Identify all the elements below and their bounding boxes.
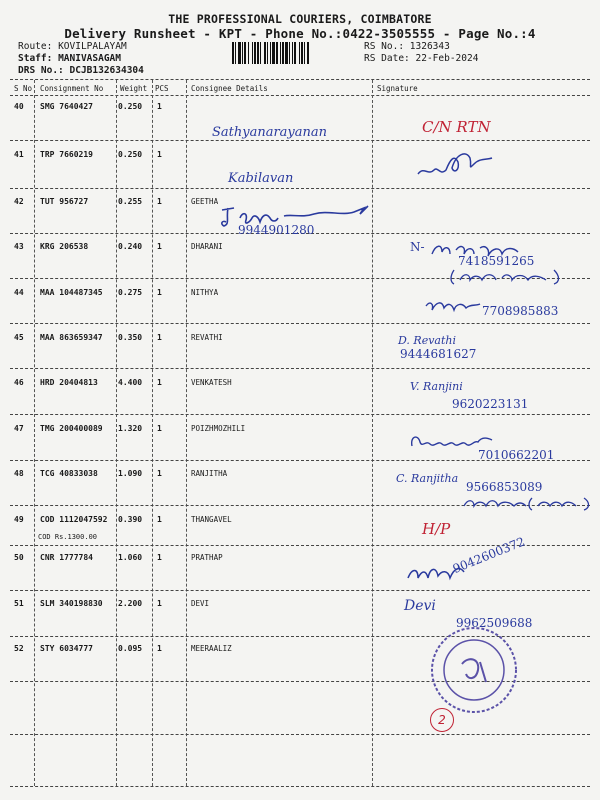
consignment-no: SMG 7640427	[40, 102, 93, 111]
barcode-image	[232, 42, 354, 64]
pcs: 1	[157, 553, 162, 562]
col-sno: S No	[14, 84, 33, 93]
route-value: KOVILPALAYAM	[58, 41, 127, 52]
consignee: GEETHA	[191, 197, 219, 206]
pcs: 1	[157, 102, 162, 111]
consignee: REVATHI	[191, 333, 223, 342]
header-top-rule	[10, 79, 590, 80]
consignment-no: STY 6034777	[40, 644, 93, 653]
weight: 1.090	[118, 469, 143, 478]
rs-date-label: RS Date:	[364, 53, 410, 64]
row-divider	[10, 188, 590, 189]
handwritten-signature: N-	[410, 240, 425, 254]
rs-no-label: RS No.:	[364, 41, 405, 52]
sno: 51	[14, 599, 24, 608]
row-divider	[10, 590, 590, 591]
table-row	[0, 144, 600, 198]
drs-label: DRS No.:	[18, 65, 64, 76]
consignment-no: MAA 863659347	[40, 333, 103, 342]
staff-label: Staff:	[18, 53, 53, 64]
sno: 52	[14, 644, 24, 653]
consignee: MEERAALIZ	[191, 644, 232, 653]
document-title: THE PROFESSIONAL COURIERS, COIMBATORE	[168, 12, 432, 26]
handwritten-signature: Devi	[404, 598, 436, 614]
handwritten-phone: 9620223131	[452, 397, 529, 411]
cod-amount: COD Rs.1300.00	[38, 533, 98, 541]
col-pcs: PCS	[155, 84, 169, 93]
staff-value: MANIVASAGAM	[58, 53, 121, 64]
row-divider	[10, 140, 590, 141]
weight: 0.350	[118, 333, 143, 342]
sno: 49	[14, 515, 24, 524]
pcs: 1	[157, 515, 162, 524]
row-divider	[10, 734, 590, 735]
consignee: NITHYA	[191, 288, 219, 297]
weight: 2.200	[118, 599, 143, 608]
handwritten-phone: 7010662201	[478, 448, 555, 462]
table-row	[0, 96, 600, 150]
consignment-no: TRP 7660219	[40, 150, 93, 159]
sno: 46	[14, 378, 24, 387]
rs-date-value: 22-Feb-2024	[415, 53, 479, 64]
col-consignment: Consignment No	[40, 84, 104, 93]
sno: 48	[14, 469, 24, 478]
row-divider	[10, 368, 590, 369]
consignment-no: SLM 340198830	[40, 599, 103, 608]
weight: 0.275	[118, 288, 143, 297]
circled-number: 2	[430, 708, 454, 732]
handwritten-name: Sathyanarayanan	[212, 125, 328, 140]
handwritten-phone: 9962509688	[456, 616, 533, 630]
consignee: DEVI	[191, 599, 210, 608]
route-label: Route:	[18, 41, 53, 52]
row-divider	[10, 786, 590, 787]
handwritten-phone: 7708985883	[482, 304, 559, 318]
consignment-no: CNR 1777784	[40, 553, 93, 562]
weight: 0.240	[118, 242, 143, 251]
return-note: C/N RTN	[422, 118, 491, 136]
drs-line	[18, 65, 144, 76]
handwritten-phone: 9444681627	[400, 347, 477, 361]
weight: 0.250	[118, 150, 143, 159]
pcs: 1	[157, 378, 162, 387]
weight: 1.060	[118, 553, 143, 562]
col-weight: Weight	[120, 84, 148, 93]
pcs: 1	[157, 197, 162, 206]
sno: 45	[14, 333, 24, 342]
pcs: 1	[157, 150, 162, 159]
sno: 41	[14, 150, 24, 159]
sno: 47	[14, 424, 24, 433]
weight: 4.400	[118, 378, 143, 387]
sno: 42	[14, 197, 24, 206]
consignment-no: TMG 200400089	[40, 424, 103, 433]
consignee: VENKATESH	[191, 378, 232, 387]
consignment-no: HRD 20404813	[40, 378, 98, 387]
consignee: RANJITHA	[191, 469, 228, 478]
consignee: THANGAVEL	[191, 515, 232, 524]
handwritten-phone: 9042600372	[450, 534, 527, 576]
consignment-no: TUT 956727	[40, 197, 89, 206]
staff-line	[18, 53, 121, 64]
handwritten-phone: 9566853089	[466, 480, 543, 494]
row-divider	[10, 414, 590, 415]
tamil-handwriting	[460, 494, 596, 512]
weight: 0.250	[118, 102, 143, 111]
consignment-no: MAA 104487345	[40, 288, 103, 297]
route-line	[18, 41, 127, 52]
weight: 0.255	[118, 197, 143, 206]
handwritten-signature: V. Ranjini	[410, 380, 463, 393]
sno: 50	[14, 553, 24, 562]
pcs: 1	[157, 333, 162, 342]
consignment-no: TCG 40833038	[40, 469, 98, 478]
consignee: PRATHAP	[191, 553, 223, 562]
handwritten-name: Kabilavan	[228, 171, 294, 186]
pcs: 1	[157, 644, 162, 653]
sno: 44	[14, 288, 24, 297]
handwritten-phone: 9944901280	[238, 223, 315, 237]
handwritten-signature: D. Revathi	[398, 334, 457, 347]
drs-value: DCJB132634304	[69, 65, 144, 76]
document-subtitle: Delivery Runsheet - KPT - Phone No.:0422-3505555 - Page No.:4	[64, 26, 536, 41]
weight: 0.095	[118, 644, 143, 653]
sno: 40	[14, 102, 24, 111]
tamil-handwriting	[450, 268, 560, 286]
handwritten-signature: C. Ranjitha	[396, 472, 459, 485]
rubber-stamp	[428, 624, 520, 716]
pcs: 1	[157, 599, 162, 608]
consignment-no: KRG 206538	[40, 242, 89, 251]
col-consignee: Consignee Details	[191, 84, 268, 93]
col-signature: Signature	[377, 84, 418, 93]
rs-date-line	[364, 53, 478, 64]
handwritten-phone: 7418591265	[458, 254, 535, 268]
consignee: DHARANI	[191, 242, 223, 251]
rs-no-value: 1326343	[409, 41, 450, 52]
rs-no-line	[364, 41, 450, 52]
pcs: 1	[157, 424, 162, 433]
weight: 0.390	[118, 515, 143, 524]
sno: 43	[14, 242, 24, 251]
weight: 1.320	[118, 424, 143, 433]
hp-note: H/P	[422, 520, 451, 538]
pcs: 1	[157, 242, 162, 251]
pcs: 1	[157, 288, 162, 297]
pcs: 1	[157, 469, 162, 478]
handwritten-signature	[414, 144, 496, 184]
consignee: POIZHMOZHILI	[191, 424, 246, 433]
row-divider	[10, 323, 590, 324]
consignment-no: COD 1112047592	[40, 515, 108, 524]
